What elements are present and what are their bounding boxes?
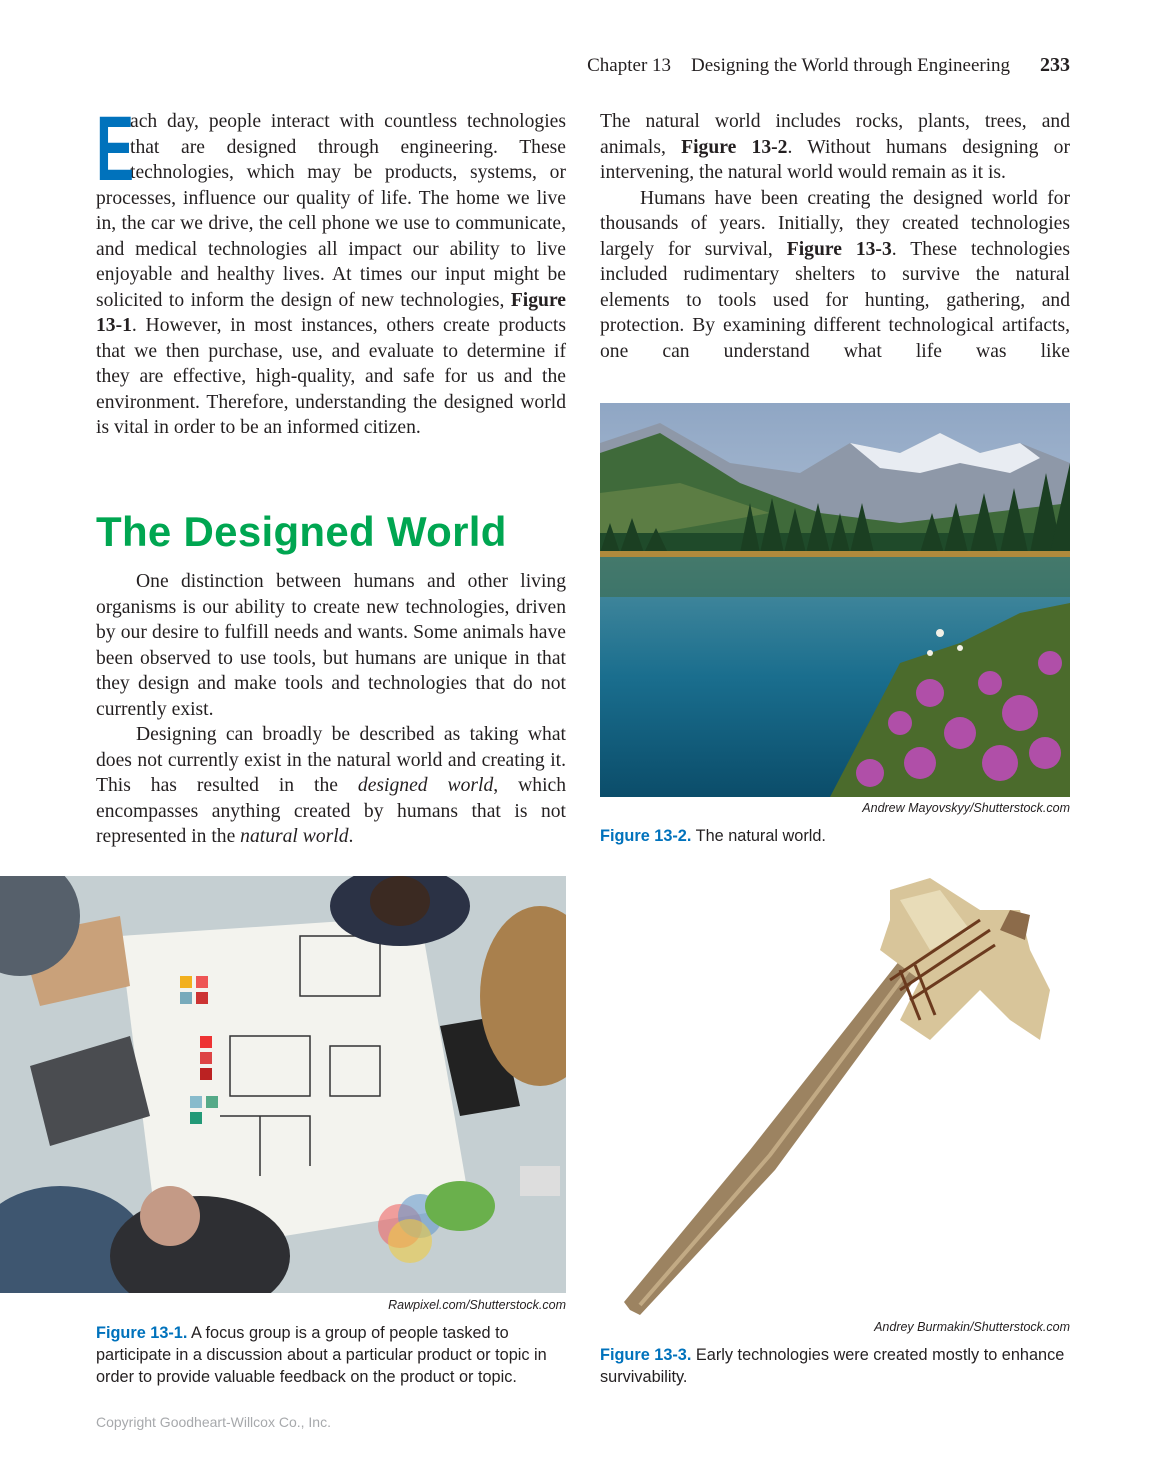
photo-credit: Andrew Mayovskyy/Shutterstock.com (862, 801, 1070, 815)
body-paragraph: One distinction between humans and other living organisms is our ability to create new technologies, driven by our desire to fulfill needs and wants. Some animals have been observed to use tools, but humans are unique in that they design and make tools and technologies that do not currently exist. (96, 571, 566, 720)
stone-hammer-photo (600, 870, 1070, 1320)
figure-caption (600, 825, 1070, 847)
emphasis: natural world (240, 826, 349, 847)
body-paragraph (96, 722, 566, 850)
caption-text: A focus group is a group of people tasked to participate in a discussion about a particular product or topic in order to provide valuable feedback on the product or topic. (96, 1324, 547, 1386)
text: Designing can broadly be described as taking what does not currently exist in the natural world and creating it. This has resulted in the (96, 724, 566, 796)
photo-credit: Andrey Burmakin/Shutterstock.com (874, 1320, 1070, 1334)
figure-label: Figure 13-2. (600, 827, 692, 845)
caption-text: The natural world. (695, 827, 826, 845)
emphasis: designed world (357, 775, 494, 796)
intro-text-cont: . However, in most instances, others create products that we then purchase, use, and evaluate to determine if they are effective, high-quality, and safe for us and the environment. Therefore, understanding the designed world is vital in order to be an informed citizen. (96, 315, 566, 438)
chapter-title: Designing the World through Engineering (691, 55, 1010, 76)
text: . Without humans designing or intervening, the natural world would remain as it is. (600, 136, 1070, 183)
text: . (348, 826, 354, 847)
photo-credit: Rawpixel.com/Shutterstock.com (388, 1298, 566, 1312)
figure-caption (96, 1322, 571, 1388)
caption-text: Early technologies were created mostly to enhance survivability. (600, 1346, 1065, 1386)
text: , which encompasses anything created by humans that is not represented in the (96, 775, 567, 847)
text: . These technologies included rudimentary shelters to survive the natural elements to tools used for hunting, gathering, and protection. By examining different technological artifacts, one can understand what life was like (600, 238, 1071, 362)
text: The natural world includes rocks, plants, trees, and animals, (600, 111, 1070, 158)
figure-reference: Figure 13-1 (96, 289, 566, 336)
figure-reference: Figure 13-3 (786, 238, 892, 260)
page-number: 233 (1040, 54, 1070, 76)
text: Humans have been creating the designed world for thousands of years. Initially, they created technologies largely for survival, (600, 187, 1070, 260)
figure-caption (600, 1344, 1070, 1388)
running-header (587, 54, 1070, 77)
focus-group-photo (0, 876, 566, 1293)
intro-text: ach day, people interact with countless technologies that are designed through engineering. These technologies, which may be products, systems, or processes, influence our quality of life. The home we live in, the car we drive, the cell phone we use to communicate, and medical technologies all impact our ability to live enjoyable and healthy lives. At times our input might be solicited to inform the design of new technologies, (96, 111, 566, 311)
body-paragraph (600, 186, 1070, 365)
section-heading: The Designed World (96, 508, 507, 555)
figure-label: Figure 13-1. (96, 1324, 188, 1342)
figure-reference: Figure 13-2 (681, 136, 788, 158)
copyright-footer: Copyright Goodheart-Willcox Co., Inc. (96, 1414, 331, 1430)
drop-cap: E (96, 98, 135, 200)
section-body (96, 569, 566, 850)
figure-label: Figure 13-3. (600, 1346, 692, 1364)
body-paragraph (600, 109, 1070, 186)
intro-paragraph (96, 98, 566, 441)
right-column-body (600, 109, 1070, 364)
chapter-number: Chapter 13 (587, 55, 672, 76)
landscape-photo (600, 403, 1070, 797)
